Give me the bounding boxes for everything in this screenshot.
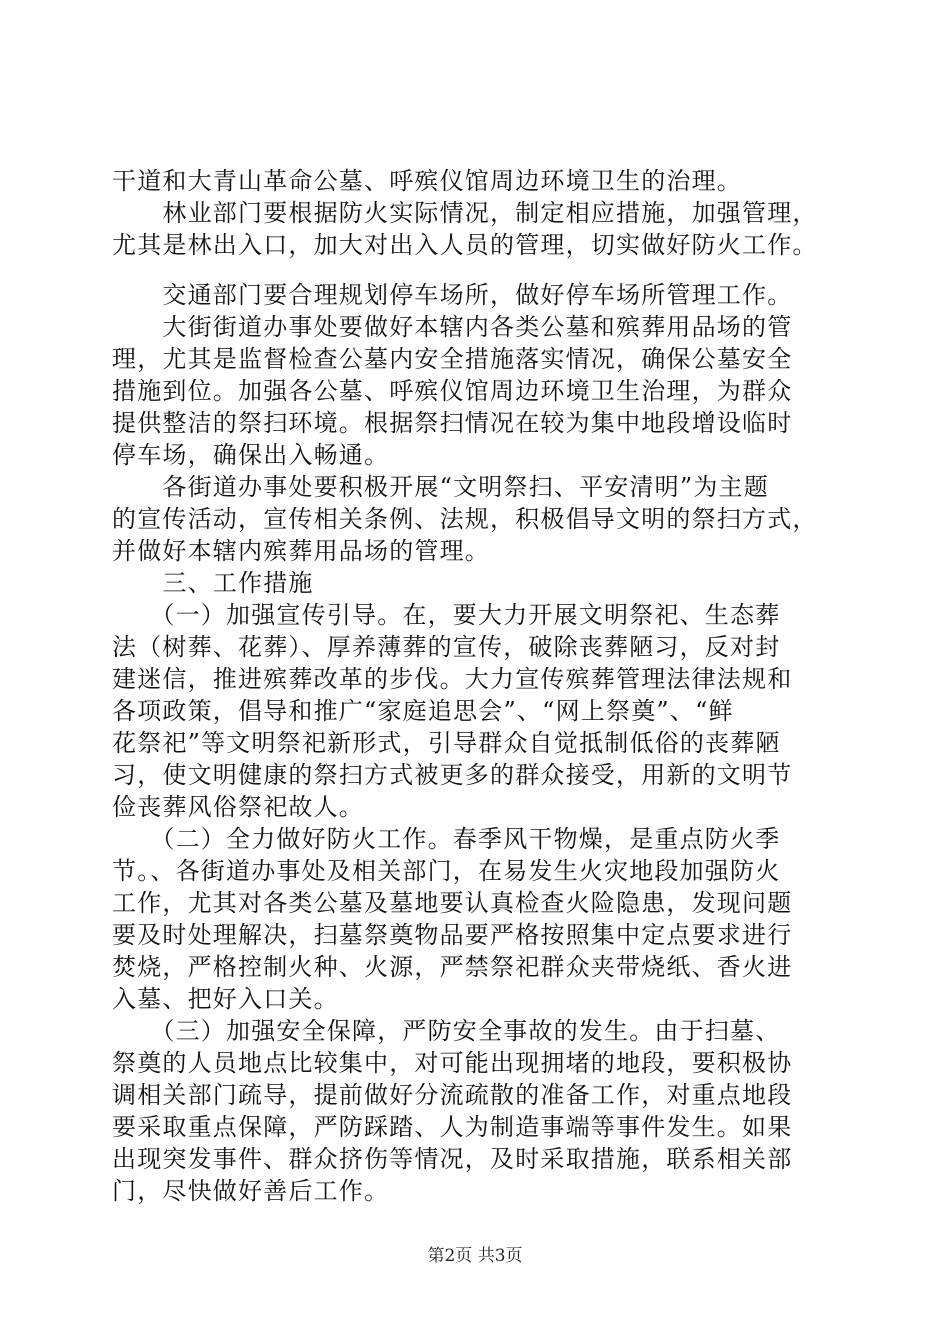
text-line: 各项政策，倡导和推广“家庭追思会”、“网上祭奠”、“鲜: [112, 697, 734, 725]
text-line: （三）加强安全保障，严防安全事故的发生。由于扫墓、: [112, 1017, 781, 1045]
text-line: 习，使文明健康的祭扫方式被更多的群众接受，用新的文明节: [112, 761, 793, 789]
text-line: 俭丧葬风俗祭祀故人。: [112, 793, 364, 821]
text-line: 入墓、把好入口关。: [112, 985, 339, 1013]
text-line: 提供整洁的祭扫环境。根据祭扫情况在较为集中地段增设临时: [112, 409, 793, 437]
text-line: 各街道办事处要积极开展“文明祭扫、平安清明”为主题: [112, 473, 769, 501]
text-line: 尤其是林出入口，加大对出入人员的管理，切实做好防火工作。: [112, 231, 818, 259]
text-line: 节。、各街道办事处及相关部门，在易发生火灾地段加强防火: [112, 857, 781, 885]
text-line: 焚烧，严格控制火种、火源，严禁祭祀群众夹带烧纸、香火进: [112, 953, 793, 981]
text-line: 出现突发事件、群众挤伤等情况，及时采取措施，联系相关部: [112, 1145, 793, 1173]
text-line: 的宣传活动，宣传相关条例、法规，积极倡导文明的祭扫方式，: [112, 505, 818, 533]
text-line: 大街街道办事处要做好本辖内各类公墓和殡葬用品场的管: [112, 313, 793, 341]
text-line: （一）加强宣传引导。在，要大力开展文明祭祀、生态葬: [112, 601, 781, 629]
page-footer: 第2页 共3页: [427, 1246, 523, 1266]
text-line: 措施到位。加强各公墓、呼殡仪馆周边环境卫生治理，为群众: [112, 377, 793, 405]
text-line: 停车场，确保出入畅通。: [112, 441, 390, 469]
section-heading: 三、工作措施: [112, 569, 314, 597]
text-line: 祭奠的人员地点比较集中，对可能出现拥堵的地段，要积极协: [112, 1049, 793, 1077]
text-line: 并做好本辖内殡葬用品场的管理。: [112, 537, 490, 565]
text-line: 要采取重点保障，严防踩踏、人为制造事端等事件发生。如果: [112, 1113, 793, 1141]
text-line: 要及时处理解决，扫墓祭奠物品要严格按照集中定点要求进行: [112, 921, 793, 949]
text-line: 门，尽快做好善后工作。: [112, 1177, 390, 1205]
text-line: 工作，尤其对各类公墓及墓地要认真检查火险隐患，发现问题: [112, 889, 793, 917]
text-line: 交通部门要合理规划停车场所，做好停车场所管理工作。: [112, 281, 793, 309]
text-line: 调相关部门疏导，提前做好分流疏散的准备工作，对重点地段: [112, 1081, 793, 1109]
text-line: 干道和大青山革命公墓、呼殡仪馆周边环境卫生的治理。: [112, 167, 742, 195]
text-line: 建迷信，推进殡葬改革的步伐。大力宣传殡葬管理法律法规和: [112, 665, 793, 693]
text-line: （二）全力做好防火工作。春季风干物燥，是重点防火季: [112, 825, 781, 853]
text-line: 林业部门要根据防火实际情况，制定相应措施，加强管理，: [112, 199, 818, 227]
text-line: 花祭祀”等文明祭祀新形式，引导群众自觉抵制低俗的丧葬陋: [112, 729, 781, 757]
text-line: 法（树葬、花葬）、厚养薄葬的宣传，破除丧葬陋习，反对封: [112, 633, 781, 661]
text-line: 理，尤其是监督检查公墓内安全措施落实情况，确保公墓安全: [112, 345, 793, 373]
